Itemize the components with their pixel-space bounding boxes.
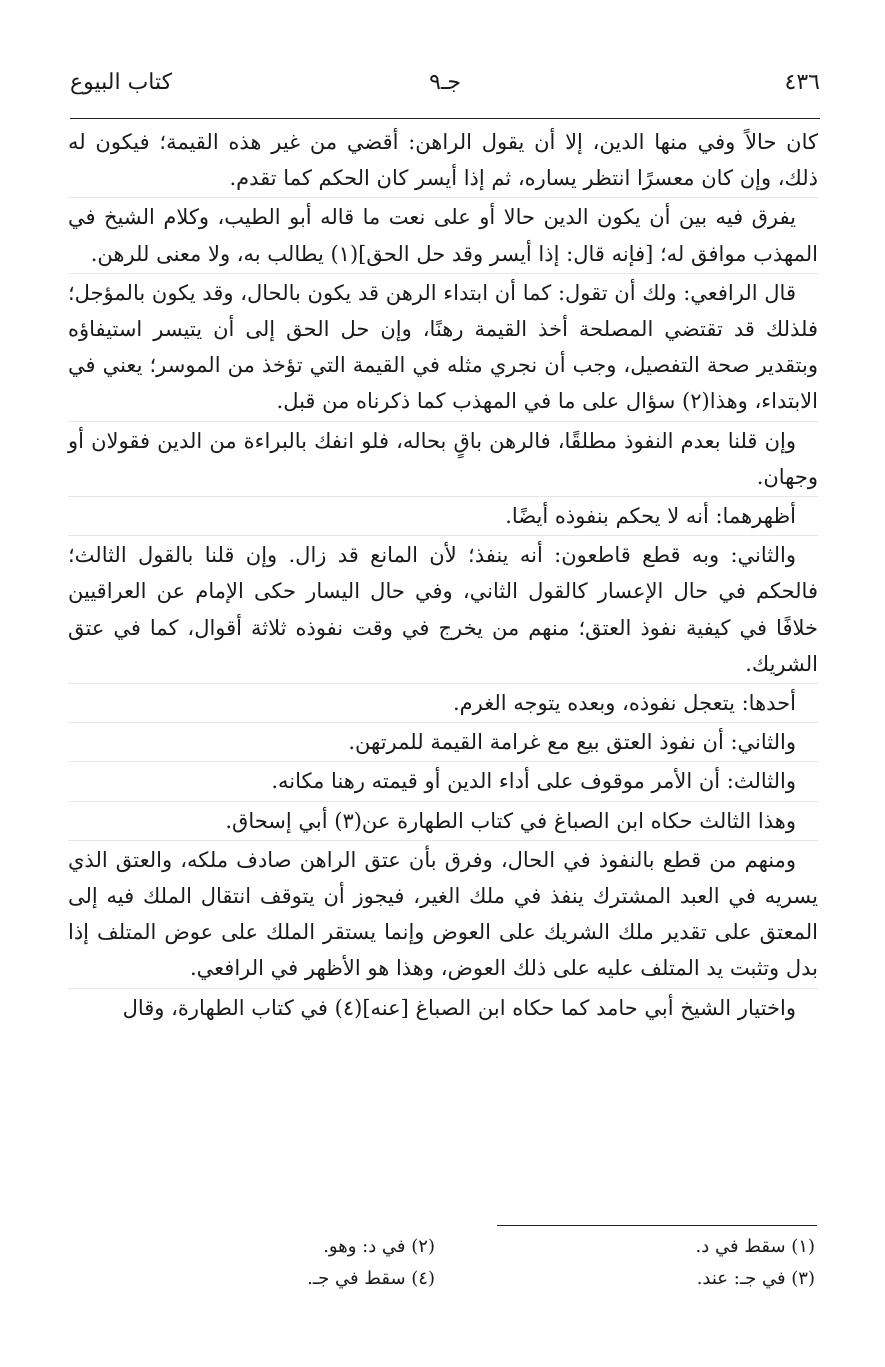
paragraph-3: قال الرافعي: ولك أن تقول: كما أن ابتداء الرهن قد يكون بالحال، وقد يكون بالمؤجل؛ فلذلك قد تقتضي المصلحة أخذ القيمة رهنًا، وإن حل الحق إلى أن يتيسر استيفاؤه وبتقدير صحة التفصيل، وجب أن نجري مثله في القيمة التي تؤخذ من الموسر؛ يعني في الابتداء، وهذا(٢) سؤال على ما في المهذب كما ذكرناه من قبل. [68,275,818,422]
paragraph-8: والثاني: أن نفوذ العتق بيع مع غرامة القيمة للمرتهن. [68,724,818,762]
paragraph-7: أحدها: يتعجل نفوذه، وبعده يتوجه الغرم. [68,685,818,723]
footnotes [70,1236,820,1306]
footnote-4: (٤) سقط في جـ. [307,1268,435,1289]
page-header [70,62,820,102]
paragraph-1: كان حالاً وفي منها الدين، إلا أن يقول الراهن: أقضي من غير هذه القيمة؛ فيكون له ذلك، وإن كان معسرًا انتظر يساره، ثم إذا أيسر كان الحكم كما تقدم. [68,124,818,198]
footnote-2: (٢) في د: وهو. [323,1236,435,1257]
paragraph-4: وإن قلنا بعدم النفوذ مطلقًا، فالرهن باقٍ بحاله، فلو انفك بالبراءة من الدين فقولان أو وجهان. [68,423,818,497]
footnote-1: (١) سقط في د. [695,1236,815,1257]
footnote-3: (٣) في جـ: عند. [696,1268,815,1289]
footnote-rule [497,1225,817,1226]
book-title: كتاب البيوع [70,70,173,95]
paragraph-9: والثالث: أن الأمر موقوف على أداء الدين أو قيمته رهنا مكانه. [68,763,818,801]
paragraph-11: ومنهم من قطع بالنفوذ في الحال، وفرق بأن عتق الراهن صادف ملكه، والعتق الذي يسريه في العبد المشترك ينفذ في ملك الغير، فيجوز أن يتوقف انتقال الملك فيه إلى المعتق على تقدير ملك الشريك على العوض وإنما يستقر الملك على عوض المتلف إذا بدل وتثبت يد المتلف عليه على ذلك العوض، وهذا هو الأظهر في الرافعي. [68,842,818,989]
page-number: ٤٣٦ [784,70,820,95]
paragraph-5: أظهرهما: أنه لا يحكم بنفوذه أيضًا. [68,498,818,536]
paragraph-10: وهذا الثالث حكاه ابن الصباغ في كتاب الطهارة عن(٣) أبي إسحاق. [68,803,818,841]
paragraph-2: يفرق فيه بين أن يكون الدين حالا أو على نعت ما قاله أبو الطيب، وكلام الشيخ في المهذب موافق له؛ [فإنه قال: إذا أيسر وقد حل الحق](١) يطالب به، ولا معنى للرهن. [68,199,818,273]
paragraph-12: واختيار الشيخ أبي حامد كما حكاه ابن الصباغ [عنه](٤) في كتاب الطهارة، وقال [122,995,796,1020]
header-rule [70,118,820,119]
volume-label: جـ٩ [429,70,461,95]
main-text [68,124,818,1026]
paragraph-6: والثاني: وبه قطع قاطعون: أنه ينفذ؛ لأن المانع قد زال. وإن قلنا بالقول الثالث؛ فالحكم في حال الإعسار كالقول الثاني، وفي حال اليسار حكى الإمام عن العراقيين خلافًا في كيفية نفوذ العتق؛ منهم من يخرج في وقت نفوذه ثلاثة أقوال، كما في عتق الشريك. [68,537,818,684]
